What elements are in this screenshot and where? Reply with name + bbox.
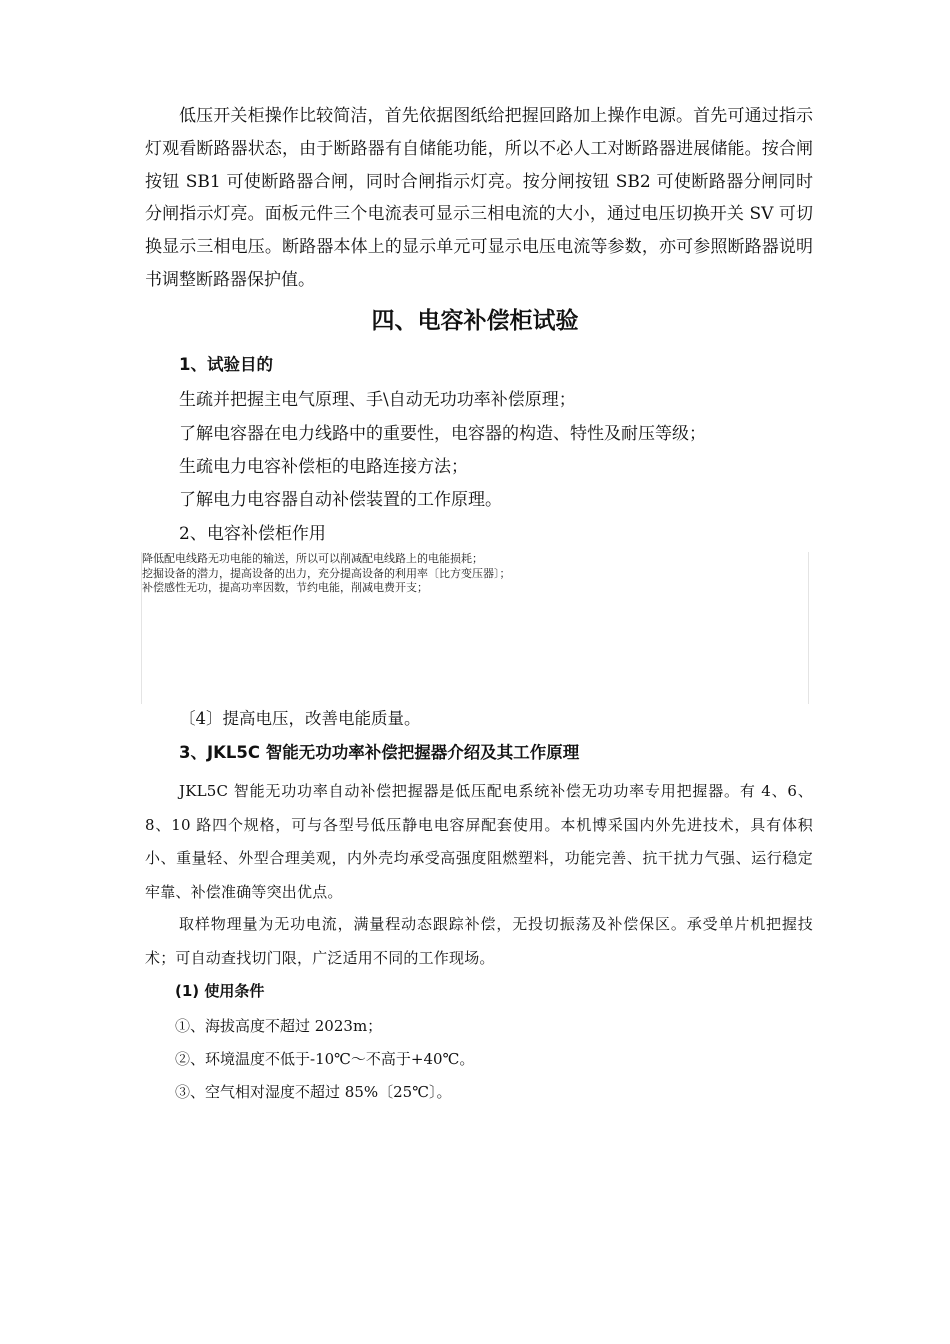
purpose-heading: 1、试验目的 [179,355,273,374]
purpose-item: 了解电容器在电力线路中的重要性，电容器的构造、特性及耐压等级； [179,424,706,444]
function-line: 降低配电线路无功电能的输送，所以可以削减配电线路上的电能损耗； [142,553,483,565]
function-text-box [141,552,809,704]
condition-item: ①、海拔高度不超过 2023m； [175,1017,383,1035]
section-title: 四、电容补偿柜试验 [371,308,579,334]
condition-item: ③、空气相对湿度不超过 85%〔25℃〕。 [175,1083,452,1101]
function-item-4: 〔4〕提高电压，改善电能质量。 [179,709,421,728]
function-line: 补偿感性无功，提高功率因数，节约电能，削减电费开支； [142,582,428,594]
purpose-item: 生疏并把握主电气原理、手\自动无功功率补偿原理； [179,390,576,410]
controller-paragraph-1: JKL5C 智能无功功率自动补偿把握器是低压配电系统补偿无功功率专用把握器。有 4、6、8、10 路四个规格，可与各型号低压静电电容屏配套使用。本机博采国内外先进技术，具有体积小、重量轻、外型合理美观，内外壳均承受高强度阻燃塑料，功能完善、抗干扰力气强、运行稳定牢靠、补偿准确等突出优点。 [145,782,813,901]
controller-heading: 3、JKL5C 智能无功功率补偿把握器介绍及其工作原理 [179,743,580,762]
intro-paragraph: 低压开关柜操作比较简洁，首先依据图纸给把握回路加上操作电源。首先可通过指示灯观看断路器状态，由于断路器有自储能功能，所以不必人工对断路器进展储能。按合闸按钮 SB1 可使断路器合闸，同时合闸指示灯亮。按分闸按钮 SB2 可使断路器分闸同时分闸指示灯亮。面板元件三个电流表可显示三相电流的大小，通过电压切换开关 SV 可切换显示三相电压。断路器本体上的显示单元可显示电压电流等参数，亦可参照断路器说明书调整断路器保护值。 [145,106,813,290]
conditions-heading: (1) 使用条件 [175,982,265,1000]
controller-paragraph-2: 取样物理量为无功电流，满量程动态跟踪补偿，无投切振荡及补偿保区。承受单片机把握技术；可自动查找切门限，广泛适用不同的工作现场。 [145,915,813,967]
function-line: 挖掘设备的潜力，提高设备的出力，充分提高设备的利用率〔比方变压器〕； [142,567,511,580]
purpose-item: 生疏电力电容补偿柜的电路连接方法； [179,457,468,477]
condition-item: ②、环境温度不低于-10℃～不高于+40℃。 [175,1050,475,1068]
purpose-item: 了解电力电容器自动补偿装置的工作原理。 [179,490,502,510]
function-heading: 2、电容补偿柜作用 [179,524,326,544]
